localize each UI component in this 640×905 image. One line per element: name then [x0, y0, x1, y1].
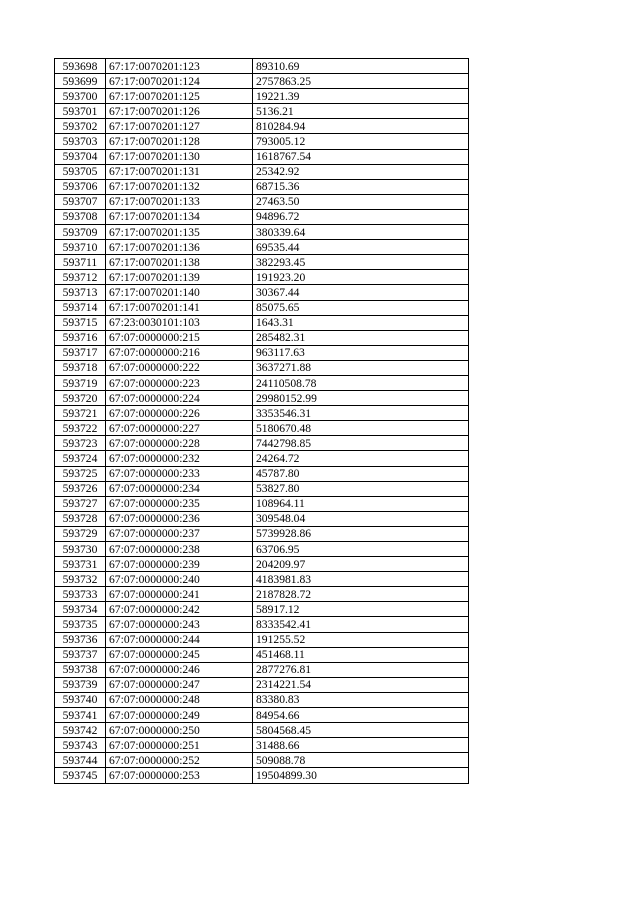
value-cell: 380339.64 — [253, 225, 469, 240]
table-row — [55, 511, 469, 526]
row-id-cell: 593737 — [55, 647, 106, 662]
cadastral-number-cell: 67:07:0000000:253 — [106, 768, 253, 783]
value-cell: 19221.39 — [253, 89, 469, 104]
value-cell: 5136.21 — [253, 104, 469, 119]
table-row — [55, 692, 469, 707]
value-cell: 3353546.31 — [253, 406, 469, 421]
value-cell: 382293.45 — [253, 255, 469, 270]
value-cell: 108964.11 — [253, 496, 469, 511]
cadastral-number-cell: 67:07:0000000:233 — [106, 466, 253, 481]
value-cell: 83380.83 — [253, 692, 469, 707]
cadastral-number-cell: 67:07:0000000:223 — [106, 375, 253, 390]
table-row — [55, 149, 469, 164]
value-cell: 1618767.54 — [253, 149, 469, 164]
table-row — [55, 315, 469, 330]
table-row — [55, 285, 469, 300]
row-id-cell: 593714 — [55, 300, 106, 315]
cadastral-number-cell: 67:17:0070201:136 — [106, 240, 253, 255]
table-row — [55, 677, 469, 692]
table-row — [55, 59, 469, 74]
data-table-body — [55, 59, 469, 784]
value-cell: 285482.31 — [253, 330, 469, 345]
value-cell: 1643.31 — [253, 315, 469, 330]
cadastral-number-cell: 67:07:0000000:216 — [106, 345, 253, 360]
row-id-cell: 593711 — [55, 255, 106, 270]
table-row — [55, 542, 469, 557]
value-cell: 30367.44 — [253, 285, 469, 300]
value-cell: 3637271.88 — [253, 360, 469, 375]
row-id-cell: 593720 — [55, 391, 106, 406]
value-cell: 29980152.99 — [253, 391, 469, 406]
table-row — [55, 436, 469, 451]
cadastral-number-cell: 67:17:0070201:135 — [106, 225, 253, 240]
row-id-cell: 593704 — [55, 149, 106, 164]
table-row — [55, 572, 469, 587]
cadastral-number-cell: 67:07:0000000:239 — [106, 557, 253, 572]
table-row — [55, 738, 469, 753]
cadastral-number-cell: 67:07:0000000:241 — [106, 587, 253, 602]
row-id-cell: 593732 — [55, 572, 106, 587]
value-cell: 509088.78 — [253, 753, 469, 768]
table-row — [55, 451, 469, 466]
value-cell: 963117.63 — [253, 345, 469, 360]
row-id-cell: 593700 — [55, 89, 106, 104]
table-row — [55, 391, 469, 406]
table-row — [55, 345, 469, 360]
table-row — [55, 134, 469, 149]
cadastral-number-cell: 67:17:0070201:128 — [106, 134, 253, 149]
value-cell: 2187828.72 — [253, 587, 469, 602]
cadastral-number-cell: 67:07:0000000:226 — [106, 406, 253, 421]
row-id-cell: 593702 — [55, 119, 106, 134]
row-id-cell: 593718 — [55, 360, 106, 375]
value-cell: 58917.12 — [253, 602, 469, 617]
table-row — [55, 647, 469, 662]
cadastral-number-cell: 67:07:0000000:245 — [106, 647, 253, 662]
value-cell: 191255.52 — [253, 632, 469, 647]
row-id-cell: 593709 — [55, 225, 106, 240]
row-id-cell: 593713 — [55, 285, 106, 300]
cadastral-number-cell: 67:07:0000000:250 — [106, 723, 253, 738]
row-id-cell: 593730 — [55, 542, 106, 557]
table-row — [55, 662, 469, 677]
row-id-cell: 593741 — [55, 708, 106, 723]
cadastral-number-cell: 67:07:0000000:234 — [106, 481, 253, 496]
cadastral-number-cell: 67:07:0000000:236 — [106, 511, 253, 526]
cadastral-number-cell: 67:23:0030101:103 — [106, 315, 253, 330]
row-id-cell: 593722 — [55, 421, 106, 436]
cadastral-number-cell: 67:17:0070201:125 — [106, 89, 253, 104]
row-id-cell: 593729 — [55, 526, 106, 541]
value-cell: 19504899.30 — [253, 768, 469, 783]
cadastral-number-cell: 67:17:0070201:132 — [106, 179, 253, 194]
value-cell: 2314221.54 — [253, 677, 469, 692]
row-id-cell: 593742 — [55, 723, 106, 738]
cadastral-number-cell: 67:17:0070201:124 — [106, 74, 253, 89]
table-row — [55, 708, 469, 723]
table-row — [55, 406, 469, 421]
value-cell: 8333542.41 — [253, 617, 469, 632]
row-id-cell: 593731 — [55, 557, 106, 572]
row-id-cell: 593699 — [55, 74, 106, 89]
value-cell: 45787.80 — [253, 466, 469, 481]
table-row — [55, 768, 469, 783]
row-id-cell: 593725 — [55, 466, 106, 481]
value-cell: 2877276.81 — [253, 662, 469, 677]
cadastral-number-cell: 67:17:0070201:138 — [106, 255, 253, 270]
table-row — [55, 240, 469, 255]
row-id-cell: 593739 — [55, 677, 106, 692]
value-cell: 25342.92 — [253, 164, 469, 179]
value-cell: 204209.97 — [253, 557, 469, 572]
cadastral-number-cell: 67:17:0070201:131 — [106, 164, 253, 179]
row-id-cell: 593745 — [55, 768, 106, 783]
table-row — [55, 360, 469, 375]
table-row — [55, 255, 469, 270]
table-row — [55, 179, 469, 194]
value-cell: 5804568.45 — [253, 723, 469, 738]
value-cell: 27463.50 — [253, 194, 469, 209]
table-row — [55, 119, 469, 134]
cadastral-number-cell: 67:07:0000000:235 — [106, 496, 253, 511]
value-cell: 24264.72 — [253, 451, 469, 466]
value-cell: 451468.11 — [253, 647, 469, 662]
table-row — [55, 557, 469, 572]
cadastral-number-cell: 67:07:0000000:215 — [106, 330, 253, 345]
row-id-cell: 593705 — [55, 164, 106, 179]
cadastral-number-cell: 67:17:0070201:127 — [106, 119, 253, 134]
cadastral-number-cell: 67:17:0070201:141 — [106, 300, 253, 315]
table-row — [55, 74, 469, 89]
row-id-cell: 593708 — [55, 209, 106, 224]
table-row — [55, 164, 469, 179]
table-row — [55, 587, 469, 602]
row-id-cell: 593715 — [55, 315, 106, 330]
cadastral-number-cell: 67:07:0000000:247 — [106, 677, 253, 692]
table-row — [55, 194, 469, 209]
value-cell: 24110508.78 — [253, 375, 469, 390]
value-cell: 31488.66 — [253, 738, 469, 753]
value-cell: 4183981.83 — [253, 572, 469, 587]
cadastral-number-cell: 67:17:0070201:130 — [106, 149, 253, 164]
row-id-cell: 593701 — [55, 104, 106, 119]
cadastral-number-cell: 67:07:0000000:244 — [106, 632, 253, 647]
value-cell: 68715.36 — [253, 179, 469, 194]
cadastral-number-cell: 67:17:0070201:133 — [106, 194, 253, 209]
table-row — [55, 723, 469, 738]
cadastral-number-cell: 67:07:0000000:249 — [106, 708, 253, 723]
row-id-cell: 593703 — [55, 134, 106, 149]
value-cell: 309548.04 — [253, 511, 469, 526]
cadastral-number-cell: 67:07:0000000:222 — [106, 360, 253, 375]
table-row — [55, 526, 469, 541]
table-row — [55, 602, 469, 617]
cadastral-number-cell: 67:07:0000000:224 — [106, 391, 253, 406]
row-id-cell: 593710 — [55, 240, 106, 255]
table-row — [55, 632, 469, 647]
row-id-cell: 593733 — [55, 587, 106, 602]
value-cell: 85075.65 — [253, 300, 469, 315]
cadastral-number-cell: 67:07:0000000:243 — [106, 617, 253, 632]
table-row — [55, 481, 469, 496]
cadastral-number-cell: 67:07:0000000:240 — [106, 572, 253, 587]
row-id-cell: 593727 — [55, 496, 106, 511]
cadastral-number-cell: 67:07:0000000:242 — [106, 602, 253, 617]
row-id-cell: 593740 — [55, 692, 106, 707]
row-id-cell: 593726 — [55, 481, 106, 496]
table-row — [55, 375, 469, 390]
row-id-cell: 593719 — [55, 375, 106, 390]
table-row — [55, 209, 469, 224]
cadastral-number-cell: 67:17:0070201:139 — [106, 270, 253, 285]
value-cell: 5739928.86 — [253, 526, 469, 541]
row-id-cell: 593724 — [55, 451, 106, 466]
value-cell: 69535.44 — [253, 240, 469, 255]
data-table — [54, 58, 469, 784]
row-id-cell: 593734 — [55, 602, 106, 617]
cadastral-number-cell: 67:07:0000000:248 — [106, 692, 253, 707]
row-id-cell: 593736 — [55, 632, 106, 647]
table-row — [55, 270, 469, 285]
row-id-cell: 593735 — [55, 617, 106, 632]
cadastral-number-cell: 67:07:0000000:232 — [106, 451, 253, 466]
value-cell: 810284.94 — [253, 119, 469, 134]
value-cell: 793005.12 — [253, 134, 469, 149]
row-id-cell: 593728 — [55, 511, 106, 526]
cadastral-number-cell: 67:07:0000000:246 — [106, 662, 253, 677]
row-id-cell: 593743 — [55, 738, 106, 753]
cadastral-number-cell: 67:17:0070201:134 — [106, 209, 253, 224]
value-cell: 53827.80 — [253, 481, 469, 496]
row-id-cell: 593721 — [55, 406, 106, 421]
value-cell: 7442798.85 — [253, 436, 469, 451]
table-row — [55, 617, 469, 632]
table-row — [55, 330, 469, 345]
value-cell: 191923.20 — [253, 270, 469, 285]
value-cell: 84954.66 — [253, 708, 469, 723]
cadastral-number-cell: 67:07:0000000:251 — [106, 738, 253, 753]
row-id-cell: 593744 — [55, 753, 106, 768]
cadastral-number-cell: 67:07:0000000:237 — [106, 526, 253, 541]
cadastral-number-cell: 67:07:0000000:238 — [106, 542, 253, 557]
value-cell: 89310.69 — [253, 59, 469, 74]
row-id-cell: 593716 — [55, 330, 106, 345]
cadastral-number-cell: 67:17:0070201:123 — [106, 59, 253, 74]
row-id-cell: 593706 — [55, 179, 106, 194]
table-row — [55, 496, 469, 511]
row-id-cell: 593738 — [55, 662, 106, 677]
table-row — [55, 300, 469, 315]
row-id-cell: 593717 — [55, 345, 106, 360]
row-id-cell: 593712 — [55, 270, 106, 285]
cadastral-number-cell: 67:07:0000000:228 — [106, 436, 253, 451]
table-row — [55, 466, 469, 481]
value-cell: 94896.72 — [253, 209, 469, 224]
table-row — [55, 104, 469, 119]
table-row — [55, 421, 469, 436]
row-id-cell: 593698 — [55, 59, 106, 74]
cadastral-number-cell: 67:17:0070201:126 — [106, 104, 253, 119]
cadastral-number-cell: 67:07:0000000:227 — [106, 421, 253, 436]
row-id-cell: 593707 — [55, 194, 106, 209]
value-cell: 63706.95 — [253, 542, 469, 557]
cadastral-number-cell: 67:07:0000000:252 — [106, 753, 253, 768]
cadastral-number-cell: 67:17:0070201:140 — [106, 285, 253, 300]
row-id-cell: 593723 — [55, 436, 106, 451]
value-cell: 5180670.48 — [253, 421, 469, 436]
table-row — [55, 753, 469, 768]
value-cell: 2757863.25 — [253, 74, 469, 89]
table-row — [55, 89, 469, 104]
table-row — [55, 225, 469, 240]
